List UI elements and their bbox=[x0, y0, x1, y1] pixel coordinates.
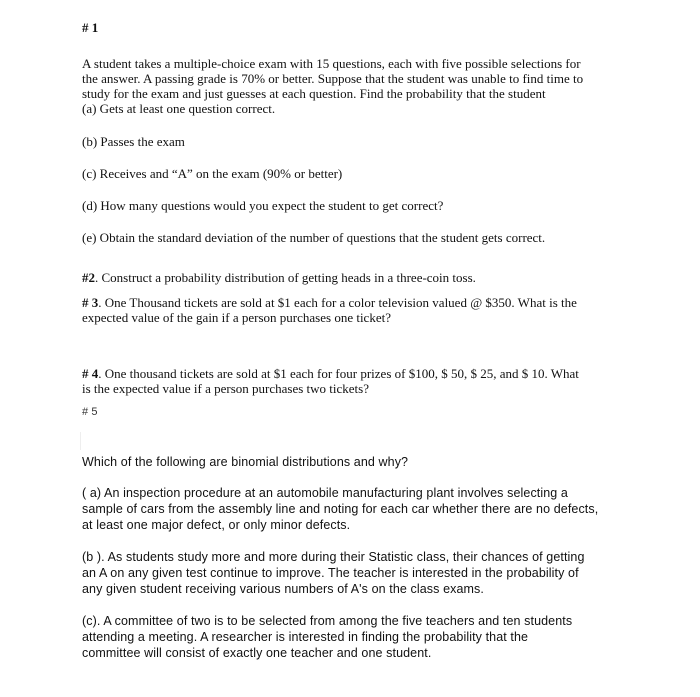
problem-1-part-a: (a) Gets at least one question correct. bbox=[82, 101, 276, 116]
problem-5-part-c-line: committee will consist of exactly one teacher and one student. bbox=[82, 646, 432, 660]
problem-5-part-b-line: any given student receiving various numbers of A's on the class exams. bbox=[82, 582, 484, 596]
problem-2 bbox=[82, 270, 627, 285]
problem-1-part-c: (c) Receives and “A” on the exam (90% or better) bbox=[82, 166, 343, 181]
problem-1-intro-line: study for the exam and just guesses at each question. Find the probability that the student bbox=[82, 86, 546, 101]
problem-5-question: Which of the following are binomial distributions and why? bbox=[82, 455, 409, 469]
problem-3-text-line2: expected value of the gain if a person purchases one ticket? bbox=[82, 310, 391, 325]
problem-4-text-line2: is the expected value if a person purchases two tickets? bbox=[82, 381, 369, 396]
problem-1-part-e: (e) Obtain the standard deviation of the number of questions that the student gets correct. bbox=[82, 230, 546, 245]
problem-1-intro-line: the answer. A passing grade is 70% or better. Suppose that the student was unable to find time to bbox=[82, 71, 584, 86]
problem-2-text: . Construct a probability distribution of getting heads in a three-coin toss. bbox=[95, 270, 476, 285]
problem-5-part-a bbox=[82, 485, 627, 533]
problem-3-label: # 3 bbox=[82, 295, 99, 310]
problem-1-intro bbox=[82, 56, 627, 116]
problem-4-label: # 4 bbox=[82, 366, 99, 381]
problem-3 bbox=[82, 295, 627, 325]
divider bbox=[80, 432, 81, 450]
problem-1-heading: # 1 bbox=[82, 20, 99, 35]
problem-5-part-c-line: (c). A committee of two is to be selected from among the five teachers and ten students bbox=[82, 614, 573, 628]
problem-4-text-line1: . One thousand tickets are sold at $1 each for four prizes of $100, $ 50, $ 25, and $ 10. What bbox=[98, 366, 579, 381]
problem-5-part-c bbox=[82, 613, 627, 661]
problem-5-part-b-line: (b ). As students study more and more during their Statistic class, their chances of getting bbox=[82, 550, 585, 564]
problem-1-intro-line: A student takes a multiple-choice exam with 15 questions, each with five possible selections for bbox=[82, 56, 581, 71]
problem-5-part-a-line: sample of cars from the assembly line and noting for each car whether there are no defects, bbox=[82, 502, 599, 516]
problem-5-part-a-line: ( a) An inspection procedure at an automobile manufacturing plant involves selecting a bbox=[82, 486, 568, 500]
problem-4 bbox=[82, 366, 627, 396]
problem-3-text-line1: . One Thousand tickets are sold at $1 each for a color television valued @ $350. What is the bbox=[98, 295, 577, 310]
problem-5-part-b-line: an A on any given test continue to improve. The teacher is interested in the probability of bbox=[82, 566, 579, 580]
problem-5-label: # 5 bbox=[82, 406, 98, 418]
problem-2-label: #2 bbox=[82, 270, 95, 285]
problem-1-part-d: (d) How many questions would you expect the student to get correct? bbox=[82, 198, 444, 213]
problem-1-part-b: (b) Passes the exam bbox=[82, 134, 185, 149]
problem-5-part-b bbox=[82, 549, 627, 597]
problem-5-part-c-line: attending a meeting. A researcher is interested in finding the probability that the bbox=[82, 630, 529, 644]
problem-5-part-a-line: at least one major defect, or only minor defects. bbox=[82, 518, 351, 532]
